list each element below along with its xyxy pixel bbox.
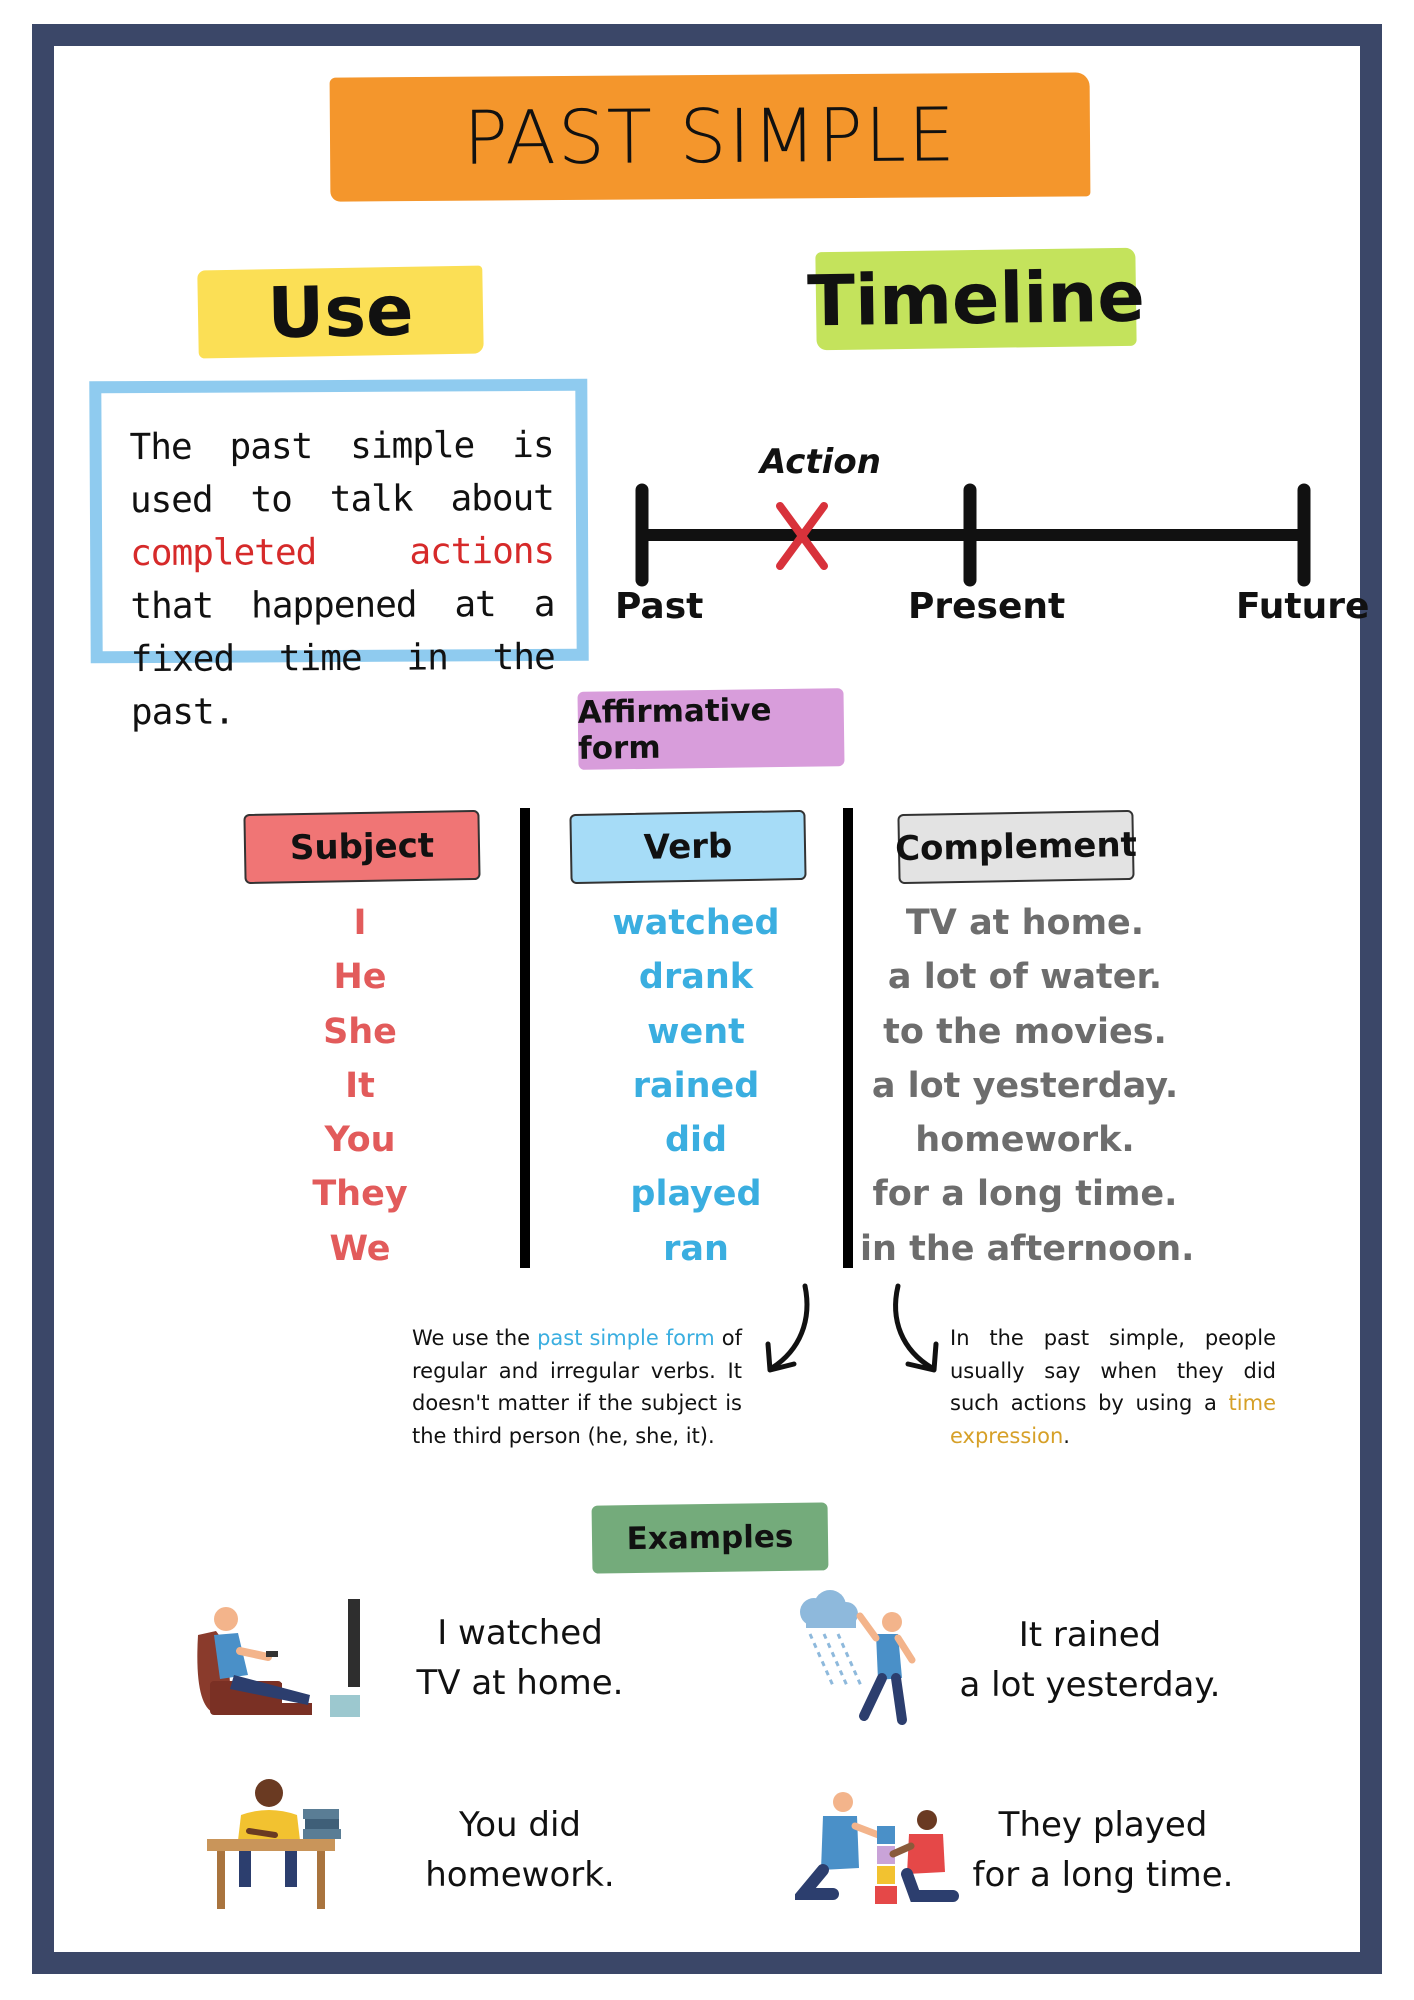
verb-item: did <box>664 1120 728 1161</box>
verb-item: ran <box>663 1228 729 1269</box>
column-divider <box>843 808 853 1268</box>
complement-item: in the afternoon. <box>860 1228 1195 1269</box>
complement-item: a lot of water. <box>887 957 1163 998</box>
note-regular-irregular <box>412 1322 742 1452</box>
kids-playing-blocks-icon <box>795 1790 965 1910</box>
verb-item: drank <box>638 957 754 998</box>
note-highlight: time expression <box>950 1391 1276 1448</box>
person-in-rain-icon <box>790 1590 930 1730</box>
column-divider <box>520 808 530 1268</box>
complement-item: TV at home. <box>905 903 1145 943</box>
person-doing-homework-icon <box>205 1775 355 1915</box>
curved-arrow-right-icon <box>880 1280 950 1380</box>
example-line: It rained <box>1018 1615 1162 1655</box>
subject-item: She <box>323 1011 397 1052</box>
subject-column <box>260 896 460 1276</box>
timeline-heading: Timeline <box>815 248 1136 350</box>
verb-item: played <box>630 1174 762 1215</box>
example-line: TV at home. <box>416 1663 624 1703</box>
note-text: In the past simple, people usually say when they did such actions by using a <box>950 1326 1276 1415</box>
subject-item: You <box>324 1120 396 1161</box>
timeline-action-label: Action <box>760 442 881 482</box>
affirmative-form-heading: Affirmative form <box>577 688 844 770</box>
example-3-text <box>400 1800 640 1900</box>
subject-item: We <box>329 1228 391 1269</box>
example-line: for a long time. <box>972 1855 1234 1895</box>
complement-item: a lot yesterday. <box>871 1065 1179 1106</box>
example-1-text <box>400 1608 640 1708</box>
complement-column <box>860 896 1195 1276</box>
example-2-text <box>940 1610 1240 1710</box>
verb-header: Verb <box>569 810 806 884</box>
person-watching-tv-icon <box>190 1595 370 1725</box>
note-text: . <box>1063 1423 1070 1448</box>
use-text-highlight: completed actions <box>130 530 555 575</box>
subject-item: It <box>345 1065 375 1106</box>
example-line: a lot yesterday. <box>959 1665 1221 1705</box>
subject-item: He <box>333 957 387 998</box>
complement-item: to the movies. <box>883 1011 1167 1052</box>
subject-header: Subject <box>243 810 480 884</box>
note-highlight: past simple form <box>537 1326 715 1350</box>
note-time-expression <box>950 1322 1276 1452</box>
timeline-graphic <box>630 480 1320 590</box>
examples-heading: Examples <box>592 1502 829 1573</box>
verb-item: rained <box>632 1065 760 1106</box>
example-line: You did <box>458 1805 582 1845</box>
verb-column <box>586 896 806 1276</box>
complement-item: for a long time. <box>872 1174 1178 1215</box>
complement-header: Complement <box>897 810 1134 884</box>
use-definition-box <box>89 379 588 734</box>
timeline-label-past: Past <box>615 586 704 627</box>
verb-item: watched <box>612 903 780 943</box>
use-heading: Use <box>197 266 483 359</box>
subject-item: They <box>312 1174 408 1215</box>
note-text: We use the <box>412 1326 538 1350</box>
example-line: homework. <box>425 1855 615 1895</box>
timeline-label-future: Future <box>1236 586 1370 627</box>
use-text-part: The past simple is used to talk about <box>129 424 554 522</box>
example-line: They played <box>998 1805 1208 1845</box>
example-line: I watched <box>437 1613 603 1653</box>
curved-arrow-left-icon <box>760 1280 830 1380</box>
complement-item: homework. <box>915 1120 1135 1161</box>
subject-item: I <box>353 903 367 943</box>
note-text: of regular and irregular verbs. It doesn't matter if the subject is the third person (he, she, it). <box>412 1326 742 1448</box>
verb-item: went <box>647 1011 745 1052</box>
page-title: PAST SIMPLE <box>330 72 1091 201</box>
timeline-label-present: Present <box>908 586 1066 627</box>
use-definition-text <box>129 419 555 739</box>
use-text-part: that happened at a fixed time in the past. <box>130 583 555 734</box>
example-4-text <box>958 1800 1248 1900</box>
